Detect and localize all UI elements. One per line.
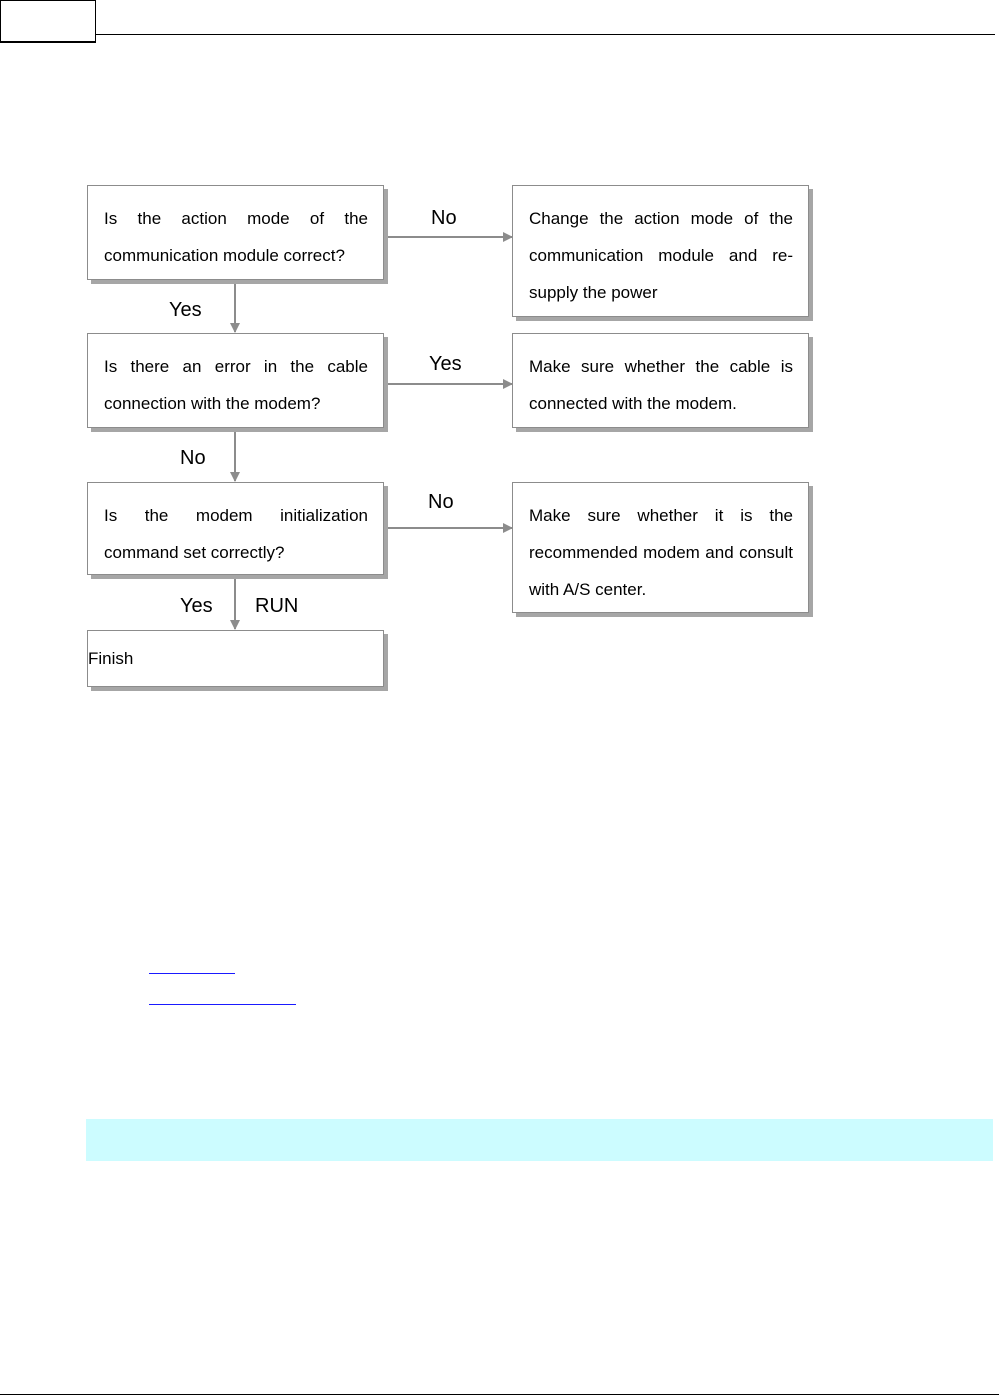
action-text: Make sure whether it is the recommended modem and consult with A/S center. bbox=[529, 506, 793, 599]
decision-modem-init bbox=[87, 482, 384, 575]
finish-terminal bbox=[87, 630, 384, 687]
action-text: Make sure whether the cable is connected with the modem. bbox=[529, 357, 793, 413]
action-change-mode bbox=[512, 185, 809, 317]
action-check-cable bbox=[512, 333, 809, 428]
section-banner bbox=[86, 1119, 993, 1161]
decision-text: Is the action mode of the communication module correct? bbox=[104, 209, 368, 265]
footer-rule bbox=[0, 1394, 999, 1395]
label-d2-no: No bbox=[180, 447, 206, 469]
decision-text: Is the modem initialization command set correctly? bbox=[104, 506, 368, 562]
label-d3-yes: Yes bbox=[180, 595, 213, 617]
decision-action-mode bbox=[87, 185, 384, 280]
related-link-1[interactable] bbox=[149, 955, 235, 974]
action-check-modem bbox=[512, 482, 809, 613]
decision-text: Is there an error in the cable connection with the modem? bbox=[104, 357, 368, 413]
action-text: Change the action mode of the communication module and re-supply the power bbox=[529, 209, 793, 302]
label-d2-yes: Yes bbox=[429, 353, 462, 375]
decision-cable-error bbox=[87, 333, 384, 428]
label-d3-run: RUN bbox=[255, 595, 299, 617]
related-link-2[interactable] bbox=[149, 986, 296, 1005]
label-d1-no: No bbox=[431, 207, 457, 229]
finish-text: Finish bbox=[88, 649, 134, 668]
label-d3-no: No bbox=[428, 491, 454, 513]
label-d1-yes: Yes bbox=[169, 299, 202, 321]
